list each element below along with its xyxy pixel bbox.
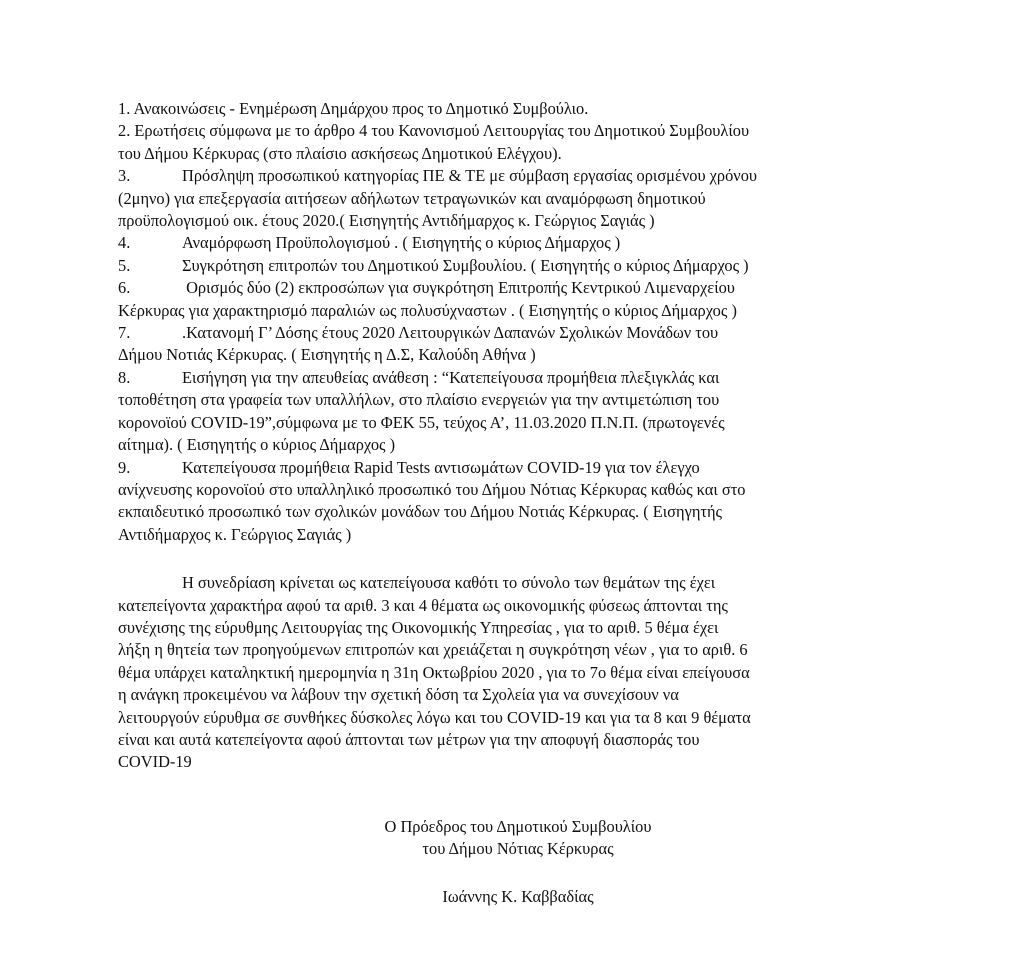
agenda-line: Πρόσληψη προσωπικού κατηγορίας ΠΕ & ΤΕ με σύμβαση εργασίας ορισμένου χρόνου [182,166,758,186]
paragraph-line: θέμα υπάρχει καταληκτική ημερομηνία η 31η Οκτωβρίου 2020 , για το 7ο θέμα είναι επείγουσα [118,662,750,682]
agenda-item-6 [118,277,918,322]
agenda-line: Κατεπείγουσα προμήθεια Rapid Tests αντισωμάτων COVID-19 για τον έλεγχο [182,457,700,477]
agenda-item-5 [118,255,918,277]
agenda-line: ανίχνευσης κορονοϊού στο υπαλληλικό προσωπικό του Δήμου Νότιας Κέρκυρας καθώς και στο [118,479,746,499]
agenda-item-7 [118,322,918,367]
paragraph-line: λειτουργούν εύρυθμα σε συνθήκες δύσκολες λόγω και του COVID-19 και για τα 8 και 9 θέματα [118,707,751,727]
agenda-line: προϋπολογισμού οικ. έτους 2020.( Εισηγητής Αντιδήμαρχος κ. Γεώργιος Σαγιάς ) [118,211,655,231]
agenda-item-number: 7. [118,323,131,343]
paragraph-line: είναι και αυτά κατεπείγοντα αφού άπτονται των μέτρων για την αποφυγή διασποράς του [118,729,700,749]
agenda-line: Συγκρότηση επιτροπών του Δημοτικού Συμβουλίου. ( Εισηγητής ο κύριος Δήμαρχος ) [182,255,749,275]
agenda-line: αίτημα). ( Εισηγητής ο κύριος Δήμαρχος ) [118,435,396,455]
agenda-line: εκπαιδευτικό προσωπικό των σχολικών μονάδων του Δήμου Νοτιάς Κέρκυρας. ( Εισηγητής [118,502,723,522]
agenda-line: .Κατανομή Γ’ Δόσης έτους 2020 Λειτουργικών Δαπανών Σχολικών Μονάδων του [182,323,719,343]
agenda-list [118,98,918,546]
agenda-item-8 [118,367,918,457]
agenda-item-4 [118,232,918,254]
agenda-line: Αντιδήμαρχος κ. Γεώργιος Σαγιάς ) [118,524,352,544]
agenda-item-2 [118,120,918,165]
agenda-item-1 [118,98,918,120]
paragraph-line: κατεπείγοντα χαρακτήρα αφού τα αριθ. 3 και 4 θέματα ως οικονομικής φύσεως άπτονται της [118,595,728,615]
paragraph-line: COVID-19 [118,752,192,772]
agenda-line: τοποθέτηση στα γραφεία των υπαλλήλων, στο πλαίσιο ενεργειών για την αντιμετώπιση του [118,390,720,410]
agenda-line: Δήμου Νοτιάς Κέρκυρας. ( Εισηγητής η Δ.Σ, Καλούδη Αθήνα ) [118,345,536,365]
agenda-line: (2μηνο) για επεξεργασία αιτήσεων αδήλωτων τετραγωνικών και αναμόρφωση δημοτικού [118,188,706,208]
agenda-item-number: 3. [118,166,131,186]
agenda-line: 2. Ερωτήσεις σύμφωνα με το άρθρο 4 του Κανονισμού Λειτουργίας του Δημοτικού Συμβουλίου [118,121,750,141]
signature-name: Ιωάννης Κ. Καββαδίας [442,887,594,906]
urgency-paragraph [118,572,918,774]
agenda-item-9 [118,457,918,547]
agenda-line: Ορισμός δύο (2) εκπροσώπων για συγκρότηση Επιτροπής Κεντρικού Λιμεναρχείου [182,278,735,298]
agenda-item-number: 4. [118,233,131,253]
signature-title-line-2: του Δήμου Νότιας Κέρκυρας [422,839,614,858]
agenda-line: Εισήγηση για την απευθείας ανάθεση : “Κατεπείγουσα προμήθεια πλεξιγκλάς και [182,367,720,387]
agenda-item-3 [118,165,918,232]
paragraph-line: λήξη η θητεία των προηγούμενων επιτροπών και χρειάζεται η συγκρότηση νέων , για το αριθ. 6 [118,640,748,660]
agenda-line: 1. Ανακοινώσεις - Ενημέρωση Δημάρχου προς το Δημοτικό Συμβούλιο. [118,99,589,118]
agenda-item-number: 8. [118,367,131,387]
agenda-item-number: 6. [118,278,131,298]
document-page [118,98,918,906]
agenda-line: κορονοϊού COVID-19”,σύμφωνα με το ΦΕΚ 55, τεύχος Α’, 11.03.2020 Π.Ν.Π. (πρωτογενές [118,412,725,432]
agenda-item-number: 9. [118,457,131,477]
signature-title-line-1: Ο Πρόεδρος του Δημοτικού Συμβουλίου [384,817,652,836]
agenda-line: Κέρκυρας για χαρακτηρισμό παραλιών ως πολυσύχναστων . ( Εισηγητής ο κύριος Δήμαρχος ) [118,300,737,320]
paragraph-line: η ανάγκη προκειμένου να λάβουν την σχετική δόση τα Σχολεία για να συνεχίσουν να [118,685,679,705]
paragraph-line: Η συνεδρίαση κρίνεται ως κατεπείγουσα καθότι το σύνολο των θεμάτων της έχει [182,573,716,593]
agenda-item-number: 5. [118,255,131,275]
paragraph-line: συνέχισης της εύρυθμης Λειτουργίας της Οικονομικής Υπηρεσίας , για το αριθ. 5 θέμα έχει [118,617,719,637]
agenda-line: Αναμόρφωση Προϋπολογισμού . ( Εισηγητής ο κύριος Δήμαρχος ) [182,233,621,253]
agenda-line: του Δήμου Κέρκυρας (στο πλαίσιο ασκήσεως Δημοτικού Ελέγχου). [118,143,562,163]
